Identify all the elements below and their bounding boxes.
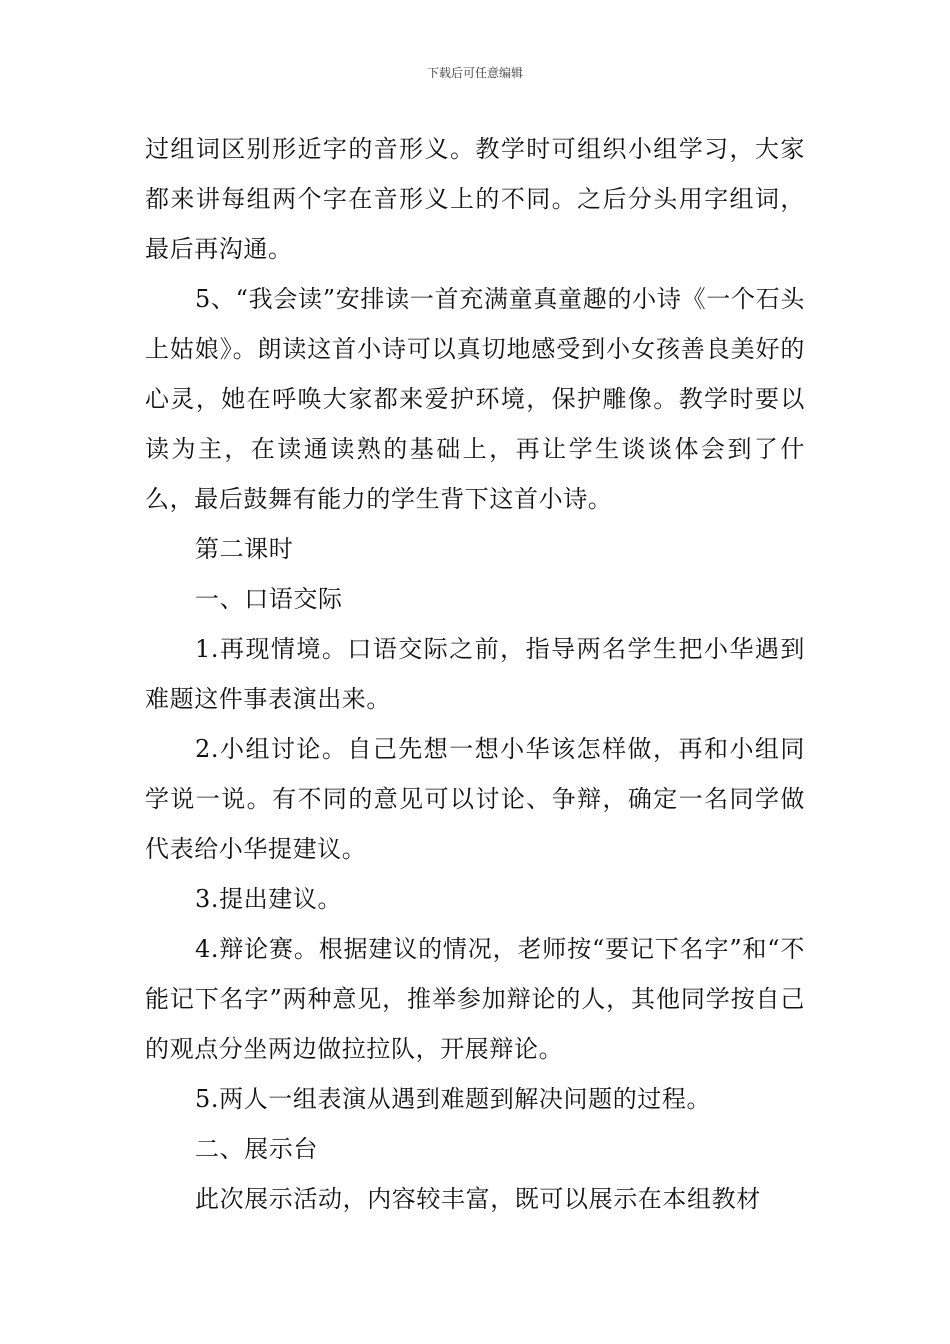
- document-body: [145, 124, 805, 1224]
- paragraph-step-1: 1.再现情境。口语交际之前，指导两名学生把小华遇到难题这件事表演出来。: [145, 635, 805, 713]
- paragraph-step-3: 3.提出建议。: [195, 885, 343, 913]
- subheading-showcase: 二、展示台: [195, 1135, 318, 1163]
- paragraph-step-5: 5.两人一组表演从遇到难题到解决问题的过程。: [195, 1085, 712, 1113]
- paragraph-item-5: 5、“我会读”安排读一首充满童真童趣的小诗《一个石头上姑娘》。朗读这首小诗可以真切地感受到小女孩善良美好的心灵，她在呼唤大家都来爱护环境，保护雕像。教学时要以读为主，在读通读熟的基础上，再让学生谈谈体会到了什么，最后鼓舞有能力的学生背下这首小诗。: [145, 285, 805, 513]
- paragraph-showcase-intro: 此次展示活动，内容较丰富，既可以展示在本组教材: [195, 1185, 761, 1213]
- subheading-oral-communication: 一、口语交际: [195, 585, 343, 613]
- paragraph-step-2: 2.小组讨论。自己先想一想小华该怎样做，再和小组同学说一说。有不同的意见可以讨论、争辩，确定一名同学做代表给小华提建议。: [145, 735, 805, 863]
- paragraph-continuation: 过组词区别形近字的音形义。教学时可组织小组学习，大家都来讲每组两个字在音形义上的不同。之后分头用字组词，最后再沟通。: [145, 135, 805, 263]
- paragraph-step-4: 4.辩论赛。根据建议的情况，老师按“要记下名字”和“不能记下名字”两种意见，推举参加辩论的人，其他同学按自己的观点分坐两边做拉拉队，开展辩论。: [145, 935, 805, 1063]
- section-heading-second-lesson: 第二课时: [195, 535, 294, 563]
- page-header: 下载后可任意编辑: [426, 66, 523, 80]
